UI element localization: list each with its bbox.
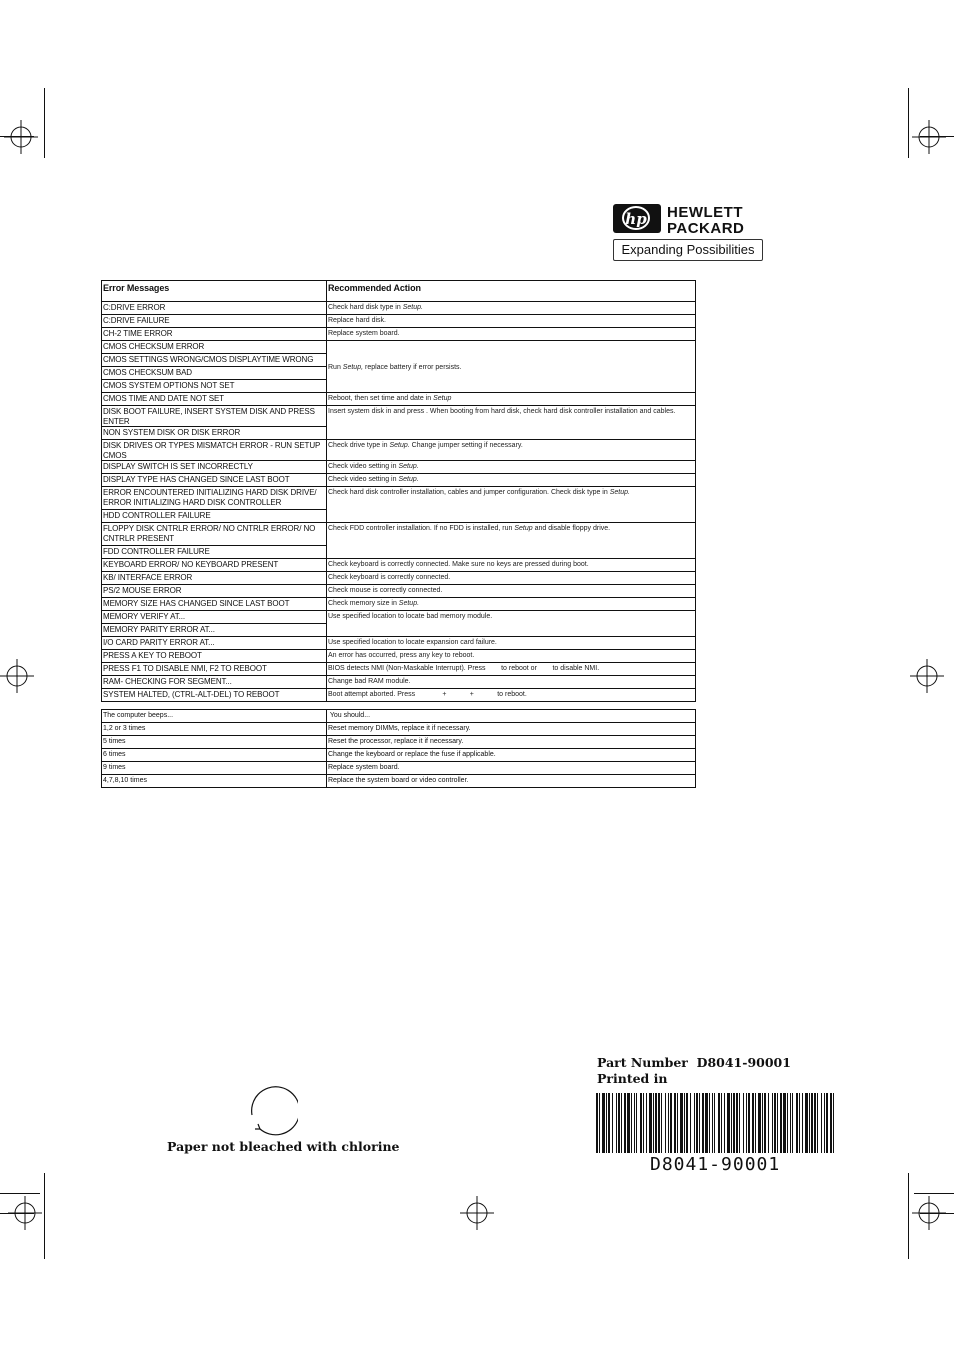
barcode-bar [783,1093,786,1153]
barcode-bar [727,1093,730,1153]
crop-mark [914,1193,954,1194]
table-row: NON SYSTEM DISK OR DISK ERROR [102,427,696,440]
barcode-bar [772,1093,773,1153]
part-number-label: Part Number [597,1055,688,1070]
barcode-bar [621,1093,622,1153]
table-row: RAM- CHECKING FOR SEGMENT... Change bad RAM module. [102,676,696,689]
barcode [596,1093,836,1153]
barcode-bar [755,1093,756,1153]
table-row: KB/ INTERFACE ERROR Check keyboard is correctly connected. [102,572,696,585]
barcode-bar [721,1093,722,1153]
barcode-bar [709,1093,710,1153]
barcode-bar [636,1093,637,1153]
barcode-bar [686,1093,688,1153]
barcode-bar [712,1093,713,1153]
barcode-bar [646,1093,647,1153]
barcode-bar [627,1093,630,1153]
barcode-bar [612,1093,613,1153]
table-row: 5 times Reset the processor, replace it if necessary. [102,736,696,749]
barcode-bar [624,1093,626,1153]
barcode-bar [802,1093,803,1153]
table-row: DISK DRIVES OR TYPES MISMATCH ERROR - RUN SETUP CMOS Check drive type in Setup. Change jumper setting if necessary. [102,440,696,461]
barcode-bar [653,1093,654,1153]
table-header-row [102,281,696,302]
crop-mark [44,1173,45,1259]
part-number: D8041-90001 [696,1055,791,1070]
barcode-bar [608,1093,610,1153]
barcode-bar [796,1093,798,1153]
table-row: HDD CONTROLLER FAILURE [102,510,696,523]
table-row: KEYBOARD ERROR/ NO KEYBOARD PRESENT Check keyboard is correctly connected. Make sure no keys are pressed during boot. [102,559,696,572]
header-recommended-action: Recommended Action [327,281,696,302]
table-header-row [102,710,696,723]
barcode-bar [714,1093,715,1153]
barcode-bar [762,1093,763,1153]
barcode-bar [705,1093,708,1153]
table-row: CMOS SYSTEM OPTIONS NOT SET [102,380,696,393]
barcode-bar [649,1093,652,1153]
barcode-bar [677,1093,678,1153]
table-row: CMOS TIME AND DATE NOT SET Reboot, then set time and date in Setup [102,393,696,406]
barcode-bar [670,1093,672,1153]
table-row: DISPLAY SWITCH IS SET INCORRECTLY Check video setting in Setup. [102,461,696,474]
table-row: CMOS CHECKSUM BAD [102,367,696,380]
barcode-bar [824,1093,825,1153]
beep-codes-table [101,709,696,788]
table-row: DISPLAY TYPE HAS CHANGED SINCE LAST BOOT Check video setting in Setup. [102,474,696,487]
barcode-bar [826,1093,828,1153]
logo-line-1: HEWLETT [667,204,743,221]
barcode-bar [758,1093,761,1153]
barcode-bar [718,1093,720,1153]
barcode-bar [811,1093,813,1153]
barcode-bar [739,1093,740,1153]
table-row: CMOS SETTINGS WRONG/CMOS DISPLAYTIME WRONG [102,354,696,367]
barcode-bar [752,1093,754,1153]
barcode-bar [764,1093,766,1153]
table-row: MEMORY SIZE HAS CHANGED SINCE LAST BOOT Check memory size in Setup. [102,598,696,611]
table-row: C:DRIVE FAILURE Replace hard disk. [102,315,696,328]
barcode-bar [618,1093,620,1153]
logo-line-2: PACKARD [667,220,745,237]
hp-badge-icon: hp [613,204,661,233]
table-row: PS/2 MOUSE ERROR Check mouse is correctly connected. [102,585,696,598]
table-row: PRESS A KEY TO REBOOT An error has occurred, press any key to reboot. [102,650,696,663]
barcode-bar [690,1093,691,1153]
barcode-bar [599,1093,600,1153]
barcode-bar [668,1093,669,1153]
memory-action: Use specified location to locate bad memory module. [327,611,696,637]
barcode-bar [606,1093,607,1153]
barcode-bar [748,1093,750,1153]
barcode-bar [596,1093,598,1153]
barcode-bar [731,1093,732,1153]
fdd-action: Check FDD controller installation. If no FDD is installed, run Setup and disable floppy drive. [327,523,696,559]
barcode-bar [746,1093,747,1153]
printed-in: Printed in [597,1071,668,1086]
barcode-bar [658,1093,660,1153]
barcode-bar [733,1093,735,1153]
crop-mark [908,1173,909,1259]
table-row: 9 times Replace system board. [102,762,696,775]
barcode-bar [809,1093,810,1153]
table-row: MEMORY VERIFY AT... Use specified location to locate bad memory module. [102,611,696,624]
barcode-bar [817,1093,818,1153]
barcode-bar [780,1093,782,1153]
barcode-bar [665,1093,666,1153]
table-row: 4,7,8,10 times Replace the system board or video controller. [102,775,696,788]
error-messages-table [101,280,696,702]
barcode-bar [790,1093,791,1153]
barcode-bar [702,1093,704,1153]
logo-tagline: Expanding Possibilities [613,239,763,261]
registration-mark-icon [912,1196,946,1230]
table-row: SYSTEM HALTED, (CTRL-ALT-DEL) TO REBOOT Boot attempt aborted. Press + + to reboot. [102,689,696,702]
barcode-bar [631,1093,632,1153]
header-error-messages: Error Messages [102,281,327,302]
barcode-bar [724,1093,725,1153]
barcode-bar [787,1093,788,1153]
table-row: MEMORY PARITY ERROR AT... [102,624,696,637]
hdd-action: Check hard disk controller installation, cables and jumper configuration. Check disk type in Setup. [327,487,696,523]
barcode-bar [684,1093,685,1153]
registration-mark-icon [0,659,34,693]
table-row: I/O CARD PARITY ERROR AT... Use specified location to locate expansion card failure. [102,637,696,650]
table-row: FLOPPY DISK CNTRLR ERROR/ NO CNTRLR ERROR/ NO CNTRLR PRESENT Check FDD controller installation. If no FDD is installed, run Setup and disable floppy drive. [102,523,696,546]
barcode-bar [736,1093,738,1153]
barcode-bar [680,1093,683,1153]
registration-mark-icon [4,120,38,154]
table-row: PRESS F1 TO DISABLE NMI, F2 TO REBOOT BIOS detects NMI (Non-Maskable Interrupt). Press to reboot or to disable NMI. [102,663,696,676]
table-row: ERROR ENCOUNTERED INITIALIZING HARD DISK DRIVE/ ERROR INITIALIZING HARD DISK CONTROLLER Check hard disk controller installation, cables and jumper configuration. Check disk type in Setup. [102,487,696,510]
barcode-bar [634,1093,635,1153]
crop-mark [908,88,909,158]
barcode-bar [792,1093,793,1153]
table-row: CMOS CHECKSUM ERROR Run Setup, replace battery if error persists. [102,341,696,354]
barcode-bar [640,1093,642,1153]
table-row: DISK BOOT FAILURE, INSERT SYSTEM DISK AND PRESS ENTER Insert system disk in and press . When booting from hard disk, check hard disk controller installation and cables. [102,406,696,427]
barcode-bar [643,1093,644,1153]
barcode-text: D8041-90001 [650,1154,781,1175]
barcode-bar [814,1093,816,1153]
part-number-block [597,1055,791,1087]
table-row: C:DRIVE ERROR Check hard disk type in Setup. [102,302,696,315]
barcode-bar [696,1093,698,1153]
table-row: 6 times Change the keyboard or replace the fuse if applicable. [102,749,696,762]
barcode-bar [833,1093,834,1153]
barcode-bar [799,1093,800,1153]
barcode-bar [616,1093,617,1153]
cmos-action: Run Setup, replace battery if error persists. [327,341,696,393]
barcode-bar [699,1093,700,1153]
barcode-bar [774,1093,776,1153]
registration-mark-icon [910,659,944,693]
barcode-bar [743,1093,744,1153]
header-beeps: The computer beeps... [102,710,327,723]
barcode-bar [655,1093,657,1153]
paper-note: Paper not bleached with chlorine [167,1139,400,1154]
registration-mark-icon [912,120,946,154]
barcode-bar [602,1093,605,1153]
barcode-bar [777,1093,778,1153]
barcode-bar [674,1093,676,1153]
barcode-bar [805,1093,808,1153]
hp-logo [613,201,765,261]
registration-mark-icon [460,1196,494,1230]
registration-mark-icon [8,1196,42,1230]
table-row: 1,2 or 3 times Reset memory DIMMs, replace it if necessary. [102,723,696,736]
recycle-arrow-icon [246,1085,298,1137]
barcode-bar [830,1093,832,1153]
table-row: FDD CONTROLLER FAILURE [102,546,696,559]
barcode-bar [661,1093,662,1153]
disk-boot-action: Insert system disk in and press . When booting from hard disk, check hard disk controller installation and cables. [327,406,696,440]
barcode-bar [821,1093,822,1153]
crop-mark [44,88,45,158]
barcode-bar [768,1093,769,1153]
table-row: CH-2 TIME ERROR Replace system board. [102,328,696,341]
barcode-bar [694,1093,695,1153]
header-you-should: You should... [327,710,696,723]
crop-mark [0,1193,40,1194]
